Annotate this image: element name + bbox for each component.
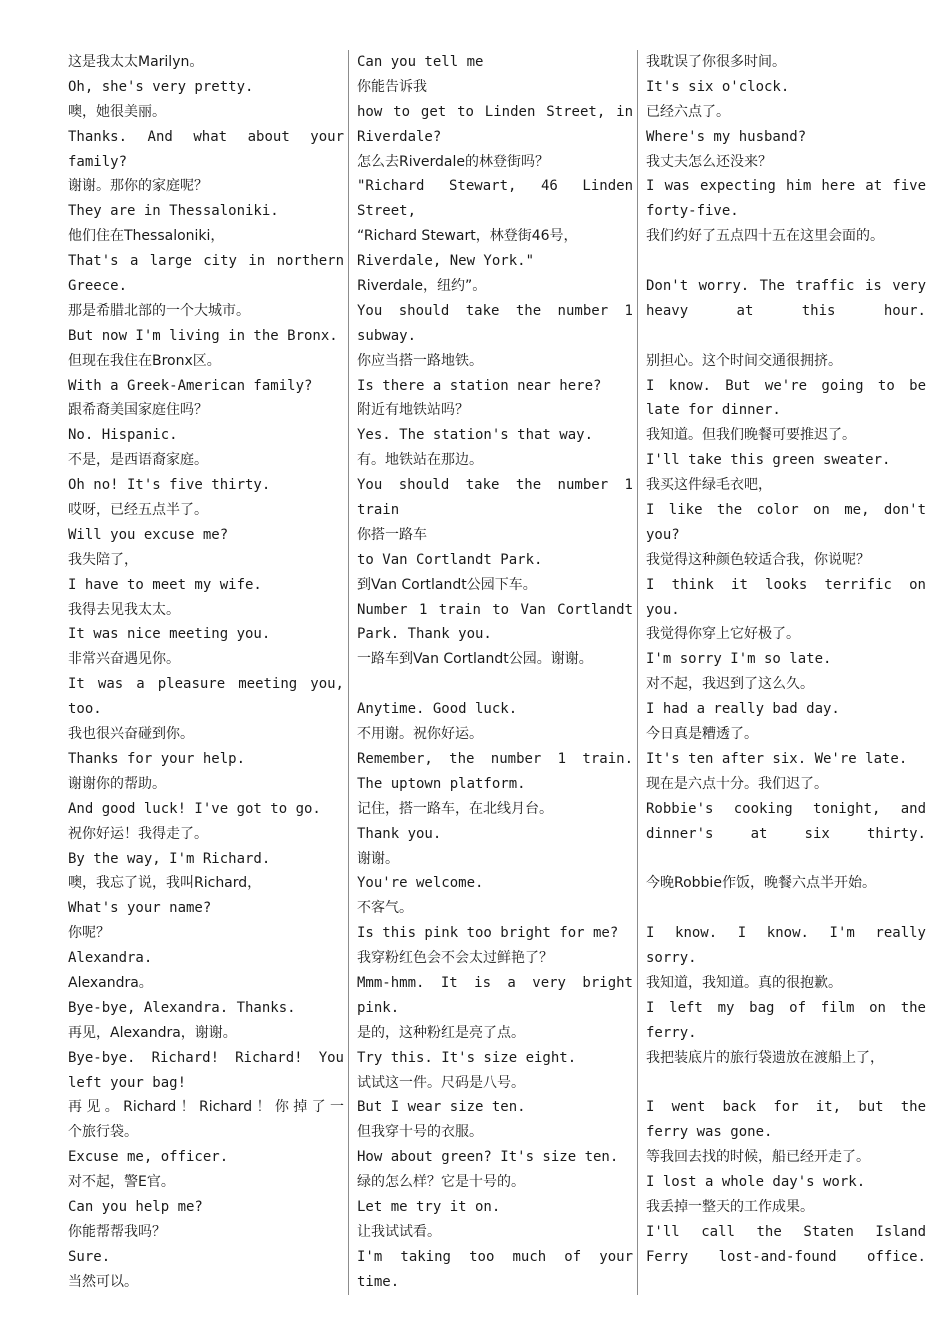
english-line: I left my bag of film on the: [646, 999, 926, 1016]
chinese-line: 我把装底片的旅行袋遗放在渡船上了，: [646, 1049, 884, 1066]
text-column-1: [68, 50, 344, 1295]
english-line: But now I'm living in the Bronx.: [68, 327, 338, 344]
chinese-line: 你能告诉我: [357, 78, 427, 95]
chinese-line: 不是，是西语裔家庭。: [68, 452, 208, 469]
english-line: to Van Cortlandt Park.: [357, 551, 543, 568]
english-line: pink.: [357, 999, 400, 1016]
english-line: heavy at this hour.: [646, 302, 926, 319]
english-line: Oh, she's very pretty.: [68, 78, 254, 95]
text-column-2: [357, 50, 633, 1295]
chinese-line: 再见，Alexandra，谢谢。: [68, 1024, 237, 1041]
english-line: Is there a station near here?: [357, 377, 602, 394]
chinese-line: 我买这件绿毛衣吧，: [646, 477, 772, 494]
chinese-line: 记住，搭一路车，在北线月台。: [357, 800, 553, 817]
chinese-line: 不客气。: [357, 900, 413, 917]
english-line: Alexandra.: [68, 950, 153, 967]
english-line: I'll take this green sweater.: [646, 452, 891, 469]
english-line: Try this. It's size eight.: [357, 1049, 577, 1066]
chinese-line: 我丢掉一整天的工作成果。: [646, 1198, 814, 1215]
chinese-line: 你呢？: [68, 925, 110, 942]
english-line: Is this pink too bright for me?: [357, 925, 619, 942]
chinese-line: 但我穿十号的衣服。: [357, 1124, 483, 1141]
chinese-line: “Richard Stewart，林登街46号，: [357, 228, 578, 245]
english-line: I lost a whole day's work.: [646, 1174, 866, 1191]
chinese-line: 那是希腊北部的一个大城市。: [68, 302, 250, 319]
chinese-line: 怎么去Riverdale的林登街吗？: [357, 153, 549, 170]
english-line: subway.: [357, 327, 417, 344]
chinese-line: 试试这一件。尺码是八号。: [357, 1074, 525, 1091]
english-line: Greece.: [68, 278, 128, 295]
english-line: forty-five.: [646, 203, 739, 220]
english-line: That's a large city in northern: [68, 253, 344, 270]
english-line: ferry was gone.: [646, 1124, 773, 1141]
english-line: You should take the number 1: [357, 477, 633, 494]
english-line: I like the color on me, don't: [646, 502, 926, 519]
chinese-line: 对不起，我迟到了这么久。: [646, 676, 814, 693]
english-line: It's six o'clock.: [646, 78, 790, 95]
chinese-line: 个旅行袋。: [68, 1124, 138, 1141]
chinese-line: 对不起，警E官。: [68, 1174, 175, 1191]
chinese-line: 哎呀，已经五点半了。: [68, 502, 208, 519]
chinese-line: 有。地铁站在那边。: [357, 452, 483, 469]
english-line: Can you tell me: [357, 54, 484, 70]
chinese-line: 让我试试看。: [357, 1223, 441, 1240]
english-line: Sure.: [68, 1248, 111, 1265]
english-line: Anytime. Good luck.: [357, 701, 518, 718]
chinese-line: 当然可以。: [68, 1273, 138, 1290]
english-line: how to get to Linden Street, in: [357, 103, 633, 120]
english-line: I know. But we're going to be: [646, 377, 926, 394]
chinese-line: 你能帮帮我吗？: [68, 1223, 166, 1240]
chinese-line: 附近有地铁站吗？: [357, 402, 469, 419]
chinese-line: 再见。Richard！Richard！你掉了一: [68, 1099, 344, 1116]
text-column-3: [646, 50, 926, 1295]
blank-line: [646, 847, 926, 872]
english-line: But I wear size ten.: [357, 1099, 526, 1116]
english-line: Don't worry. The traffic is very: [646, 278, 926, 295]
chinese-line: 不用谢。祝你好运。: [357, 726, 483, 743]
chinese-line: 噢，她很美丽。: [68, 103, 166, 120]
chinese-line: 祝你好运！我得走了。: [68, 825, 208, 842]
english-line: They are in Thessaloniki.: [68, 203, 279, 220]
english-line: Thank you.: [357, 825, 442, 842]
english-line: too.: [68, 701, 102, 718]
english-line: The uptown platform.: [357, 775, 526, 792]
chinese-line: 绿的怎么样？它是十号的。: [357, 1174, 525, 1191]
english-line: You're welcome.: [357, 875, 484, 892]
chinese-line: 现在是六点十分。我们迟了。: [646, 775, 828, 792]
english-line: It was nice meeting you.: [68, 626, 271, 643]
chinese-line: 已经六点了。: [646, 103, 730, 120]
english-line: No. Hispanic.: [68, 427, 178, 444]
chinese-line: 我失陪了，: [68, 551, 138, 568]
english-line: And good luck! I've got to go.: [68, 800, 321, 817]
english-line: Bye-bye. Richard! Richard! You: [68, 1049, 344, 1066]
english-line: left your bag!: [68, 1074, 187, 1091]
english-line: I know. I know. I'm really: [646, 925, 926, 942]
english-line: Remember, the number 1 train.: [357, 750, 633, 767]
english-line: Riverdale?: [357, 128, 442, 145]
english-line: Yes. The station's that way.: [357, 427, 594, 444]
english-line: Can you help me?: [68, 1198, 203, 1215]
english-line: What's your name?: [68, 900, 212, 917]
english-line: I'm taking too much of your: [357, 1248, 633, 1265]
english-line: I'll call the Staten Island: [646, 1223, 926, 1240]
english-line: Mmm-hmm. It is a very bright: [357, 974, 633, 991]
english-line: Number 1 train to Van Cortlandt: [357, 601, 633, 618]
chinese-line: 我们约好了五点四十五在这里会面的。: [646, 228, 884, 245]
english-line: Let me try it on.: [357, 1198, 501, 1215]
chinese-line: 今晚Robbie作饭，晚餐六点半开始。: [646, 875, 876, 892]
chinese-line: 到Van Cortlandt公园下车。: [357, 576, 537, 593]
blank-line: [357, 672, 633, 697]
chinese-line: 别担心。这个时间交通很拥挤。: [646, 352, 842, 369]
english-line: It's ten after six. We're late.: [646, 750, 908, 767]
blank-line: [646, 896, 926, 921]
chinese-line: 今日真是糟透了。: [646, 726, 758, 743]
chinese-line: 这是我太太Marilyn。: [68, 54, 204, 70]
english-line: time.: [357, 1273, 400, 1290]
english-line: family?: [68, 153, 128, 170]
english-line: Where's my husband?: [646, 128, 807, 145]
chinese-line: 你搭一路车: [357, 526, 427, 543]
chinese-line: 你应当搭一路地铁。: [357, 352, 483, 369]
english-line: By the way, I'm Richard.: [68, 850, 271, 867]
chinese-line: 他们住在Thessaloniki，: [68, 228, 225, 245]
english-line: With a Greek-American family?: [68, 377, 313, 394]
english-line: I had a really bad day.: [646, 701, 840, 718]
chinese-line: 等我回去找的时候，船已经开走了。: [646, 1149, 870, 1166]
chinese-line: 我穿粉红色会不会太过鲜艳了？: [357, 950, 553, 967]
chinese-line: 噢，我忘了说，我叫Richard，: [68, 875, 262, 892]
chinese-line: 跟希裔美国家庭住吗？: [68, 402, 208, 419]
chinese-line: 谢谢。那你的家庭呢？: [68, 178, 208, 195]
chinese-line: 我知道，我知道。真的很抱歉。: [646, 974, 842, 991]
blank-line: [646, 324, 926, 349]
english-line: Oh no! It's five thirty.: [68, 477, 271, 494]
english-line: Thanks for your help.: [68, 750, 246, 767]
english-line: Excuse me, officer.: [68, 1149, 229, 1166]
english-line: How about green? It's size ten.: [357, 1149, 619, 1166]
english-line: Street,: [357, 203, 417, 220]
english-line: I'm sorry I'm so late.: [646, 651, 832, 668]
column-divider-2: [637, 50, 638, 1295]
chinese-line: 我觉得这种颜色较适合我，你说呢？: [646, 551, 870, 568]
english-line: Thanks. And what about your: [68, 128, 344, 145]
english-line: Will you excuse me?: [68, 526, 229, 543]
chinese-line: 我也很兴奋碰到你。: [68, 726, 194, 743]
blank-line: [646, 249, 926, 274]
english-line: Robbie's cooking tonight, and: [646, 800, 926, 817]
chinese-line: 一路车到Van Cortlandt公园。谢谢。: [357, 651, 593, 668]
english-line: dinner's at six thirty.: [646, 825, 926, 842]
english-line: Park. Thank you.: [357, 626, 492, 643]
chinese-line: 但现在我住在Bronx区。: [68, 352, 221, 369]
column-divider-1: [348, 50, 349, 1295]
chinese-line: 我耽误了你很多时间。: [646, 54, 786, 70]
english-line: It was a pleasure meeting you,: [68, 676, 344, 693]
english-line: train: [357, 502, 400, 519]
english-line: ferry.: [646, 1024, 697, 1041]
chinese-line: Riverdale，纽约”。: [357, 278, 487, 295]
english-line: I have to meet my wife.: [68, 576, 262, 593]
english-line: you?: [646, 526, 680, 543]
chinese-line: 谢谢你的帮助。: [68, 775, 166, 792]
english-line: late for dinner.: [646, 402, 781, 419]
chinese-line: Alexandra。: [68, 974, 153, 991]
chinese-line: 是的，这种粉红是亮了点。: [357, 1024, 525, 1041]
chinese-line: 我丈夫怎么还没来？: [646, 153, 772, 170]
english-line: Bye-bye, Alexandra. Thanks.: [68, 999, 296, 1016]
english-line: Ferry lost-and-found office.: [646, 1248, 926, 1265]
english-line: sorry.: [646, 950, 697, 967]
english-line: Riverdale, New York.": [357, 253, 535, 270]
chinese-line: 非常兴奋遇见你。: [68, 651, 180, 668]
chinese-line: 我得去见我太太。: [68, 601, 180, 618]
chinese-line: 我觉得你穿上它好极了。: [646, 626, 800, 643]
english-line: You should take the number 1: [357, 302, 633, 319]
english-line: I think it looks terrific on: [646, 576, 926, 593]
blank-line: [646, 1071, 926, 1096]
english-line: I went back for it, but the: [646, 1099, 926, 1116]
english-line: I was expecting him here at five: [646, 178, 926, 195]
chinese-line: 我知道。但我们晚餐可要推迟了。: [646, 427, 856, 444]
english-line: you.: [646, 601, 680, 618]
chinese-line: 谢谢。: [357, 850, 399, 867]
english-line: "Richard Stewart, 46 Linden: [357, 178, 633, 195]
